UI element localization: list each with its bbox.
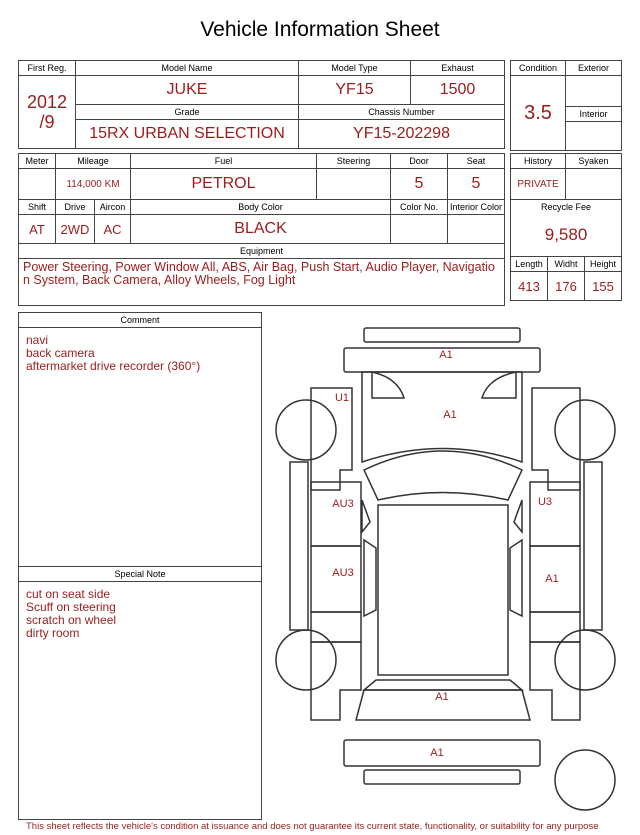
door-value: 5 [391,169,448,200]
interior-color-label: Interior Color [448,200,505,215]
left-rear-panel [311,612,361,642]
car-damage-diagram [268,318,628,818]
fuel-label: Fuel [131,154,317,169]
equipment-line-1: Power Steering, Power Window All, ABS, Air Bag, Push Start, Audio Player, Navigatio [23,260,495,274]
mark-hood: A1 [443,409,457,421]
wheel-rear-left [276,630,336,690]
special-note-line: dirty room [26,626,80,640]
disclaimer-footer: This sheet reflects the vehicle's condition at issuance and does not guarantee its current state, functionality, or suitability for any purpose [26,821,599,832]
height-value: 155 [585,272,622,301]
width-label: Widht [548,257,585,272]
comment-line: navi [26,333,49,347]
wheel-front-left [276,400,336,460]
comment-label: Comment [19,313,261,328]
wheel-spare [555,750,615,810]
comment-line: aftermarket drive recorder (360°) [26,359,201,373]
condition-value: 3.5 [511,76,566,151]
mark-left-rear-door: AU3 [332,567,354,579]
model-type-label: Model Type [299,61,411,76]
meter-label: Meter [19,154,56,169]
comment-lines [19,328,261,373]
condition-table [510,60,622,151]
vehicle-info-table [18,60,505,149]
hood [362,372,522,462]
recycle-fee-value: 9,580 [511,214,622,257]
mark-right-front-door: U3 [537,496,553,508]
steering-value [317,169,391,200]
mileage-value: 114,000 KM [56,169,131,200]
color-no-value [391,215,448,244]
length-label: Length [511,257,548,272]
history-table [510,153,622,301]
mark-front-bumper: A1 [439,349,453,361]
model-name-value: JUKE [76,76,299,105]
body-color-label: Body Color [131,200,391,215]
wheel-front-right [555,400,615,460]
wheel-rear-right [555,630,615,690]
special-note-lines [19,582,261,640]
special-note-line: scratch on wheel [26,613,117,627]
vehicle-detail-table [18,153,505,306]
interior-value [566,122,622,151]
comment-box [18,312,262,567]
height-label: Height [585,257,622,272]
drive-label: Drive [56,200,95,215]
rear-bumper-bottom [364,770,520,784]
grade-label: Grade [76,105,299,120]
steering-label: Steering [317,154,391,169]
headlight-right [482,372,516,398]
rear-window [364,680,522,690]
exhaust-value: 1500 [411,76,505,105]
exhaust-label: Exhaust [411,61,505,76]
special-note-label: Special Note [19,567,261,582]
windshield [364,451,522,500]
shift-label: Shift [19,200,56,215]
right-side-strip [584,462,602,630]
mark-front-left-fender: U1 [334,392,350,404]
chassis-value: YF15-202298 [299,120,505,149]
aircon-label: Aircon [95,200,131,215]
fuel-value: PETROL [131,169,317,200]
seat-label: Seat [448,154,505,169]
first-reg-value [19,76,76,149]
special-note-line: cut on seat side [26,587,111,601]
width-value: 176 [548,272,585,301]
comment-line: back camera [26,346,95,360]
model-type-value: YF15 [299,76,411,105]
history-label: History [511,154,566,169]
mileage-label: Mileage [56,154,131,169]
right-mirror [514,500,522,532]
interior-color-value [448,215,505,244]
syaken-value [566,169,622,200]
special-note-box [18,566,262,820]
right-rear-panel [530,612,580,642]
page-title: Vehicle Information Sheet [200,18,440,41]
meter-value [19,169,56,200]
left-rear-door [311,546,361,612]
shift-value: AT [19,215,56,244]
right-front-door [530,482,580,546]
right-window-front [510,540,522,616]
drive-value: 2WD [56,215,95,244]
left-front-door [311,482,361,546]
equipment-line-2: n System, Back Camera, Alloy Wheels, Fog Light [23,273,296,287]
mark-right-rear-door: A1 [545,573,559,585]
aircon-value: AC [95,215,131,244]
grade-value: 15RX URBAN SELECTION [76,120,299,149]
history-value: PRIVATE [511,169,566,200]
left-side-strip [290,462,308,630]
seat-value: 5 [448,169,505,200]
mark-rear-bumper: A1 [430,747,444,759]
length-value: 413 [511,272,548,301]
first-reg-label: First Reg. [19,61,76,76]
roof [378,505,508,675]
interior-label: Interior [566,107,622,122]
color-no-label: Color No. [391,200,448,215]
headlight-left [372,372,404,398]
equipment-label: Equipment [19,244,505,259]
left-mirror [362,500,370,532]
special-note-line: Scuff on steering [26,600,116,614]
model-name-label: Model Name [76,61,299,76]
syaken-label: Syaken [566,154,622,169]
chassis-label: Chassis Number [299,105,505,120]
exterior-label: Exterior [566,61,622,76]
recycle-fee-label: Recycle Fee [511,200,622,215]
door-label: Door [391,154,448,169]
condition-label: Condition [511,61,566,76]
first-reg-year: 2012 [26,92,68,112]
exterior-value [566,76,622,107]
front-bumper-top [364,328,520,342]
first-reg-month: /9 [39,112,55,132]
left-window-front [364,540,376,616]
mark-trunk: A1 [435,691,449,703]
body-color-value: BLACK [131,215,391,244]
mark-left-front-door: AU3 [332,498,354,510]
equipment-value [19,259,505,306]
